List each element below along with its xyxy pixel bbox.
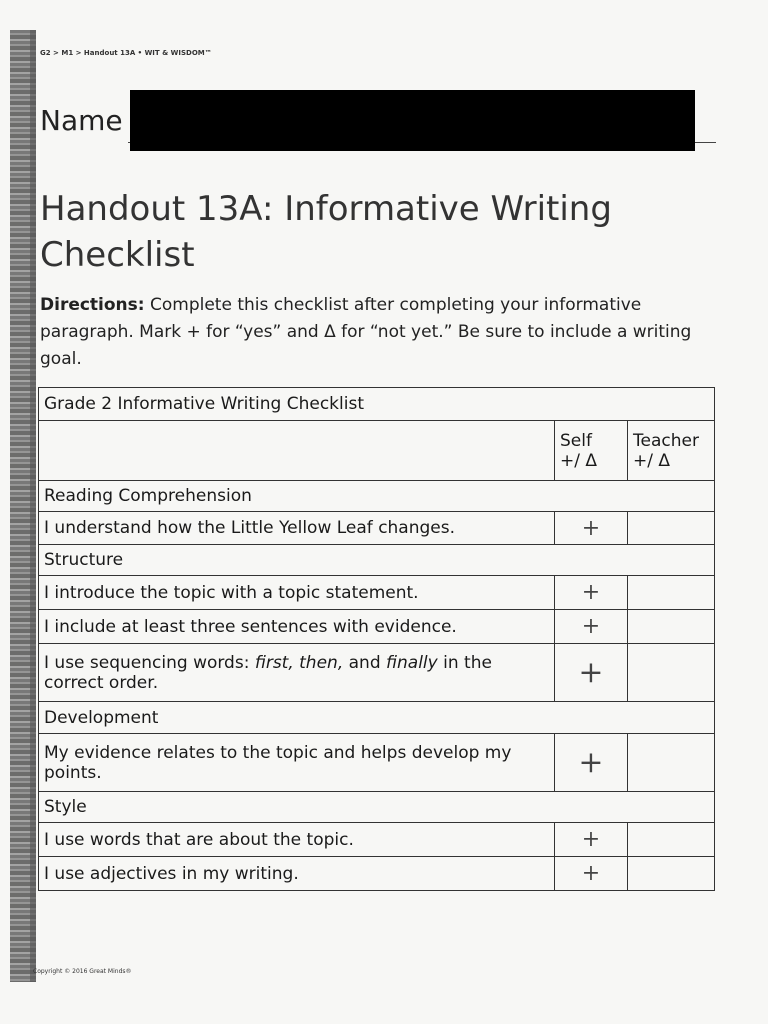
table-row	[39, 644, 715, 702]
item-text: I include at least three sentences with evidence.	[39, 610, 555, 644]
col-teacher-header	[628, 421, 715, 481]
item-text: I use words that are about the topic.	[39, 823, 555, 857]
section-heading: Style	[39, 792, 715, 823]
name-label: Name	[40, 104, 123, 137]
directions	[40, 292, 700, 373]
self-mark[interactable]: +	[555, 644, 628, 702]
item-text: I introduce the topic with a topic statement.	[39, 576, 555, 610]
self-mark[interactable]: +	[555, 610, 628, 644]
self-mark[interactable]: +	[555, 857, 628, 891]
item-text-part: I use sequencing words:	[44, 652, 255, 673]
item-text	[39, 644, 555, 702]
item-text-italic: finally	[386, 652, 438, 673]
item-text: I understand how the Little Yellow Leaf changes.	[39, 512, 555, 545]
teacher-mark[interactable]	[628, 857, 715, 891]
col-self-sub: +/ Δ	[560, 450, 598, 471]
self-mark[interactable]: +	[555, 576, 628, 610]
self-mark[interactable]: +	[555, 823, 628, 857]
table-row	[39, 857, 715, 891]
teacher-mark[interactable]	[628, 644, 715, 702]
directions-lead: Directions:	[40, 295, 145, 315]
teacher-mark[interactable]	[628, 823, 715, 857]
col-teacher-sub: +/ Δ	[633, 450, 671, 471]
page-title: Handout 13A: Informative Writing Checklist	[40, 189, 612, 275]
teacher-mark[interactable]	[628, 734, 715, 792]
item-text: My evidence relates to the topic and helps develop my points.	[39, 734, 555, 792]
breadcrumb: G2 > M1 > Handout 13A • WIT & WISDOM™	[40, 49, 212, 57]
table-row	[39, 823, 715, 857]
section-heading: Development	[39, 702, 715, 734]
teacher-mark[interactable]	[628, 576, 715, 610]
table-row	[39, 576, 715, 610]
header-blank-cell	[39, 421, 555, 481]
section-heading: Structure	[39, 545, 715, 576]
table-title: Grade 2 Informative Writing Checklist	[39, 388, 715, 421]
directions-text: Complete this checklist after completing your informative paragraph. Mark + for “yes” and Δ for “not yet.” Be sure to include a writing goal.	[40, 295, 692, 369]
col-teacher-label: Teacher	[633, 430, 699, 451]
item-text-italic: first, then,	[254, 652, 344, 673]
self-mark[interactable]: +	[555, 512, 628, 545]
col-self-header	[555, 421, 628, 481]
item-text-part: and	[343, 652, 387, 673]
copyright-footer: Copyright © 2016 Great Minds®	[33, 968, 132, 975]
col-self-label: Self	[560, 430, 592, 451]
teacher-mark[interactable]	[628, 610, 715, 644]
self-mark[interactable]: +	[555, 734, 628, 792]
table-row	[39, 734, 715, 792]
section-heading: Reading Comprehension	[39, 481, 715, 512]
table-row	[39, 610, 715, 644]
item-text-part: in the correct order.	[44, 652, 492, 693]
scan-edge-shadow	[30, 30, 36, 982]
item-text: I use adjectives in my writing.	[39, 857, 555, 891]
redaction-box	[130, 90, 695, 151]
table-row	[39, 512, 715, 545]
teacher-mark[interactable]	[628, 512, 715, 545]
checklist-table	[38, 387, 715, 891]
